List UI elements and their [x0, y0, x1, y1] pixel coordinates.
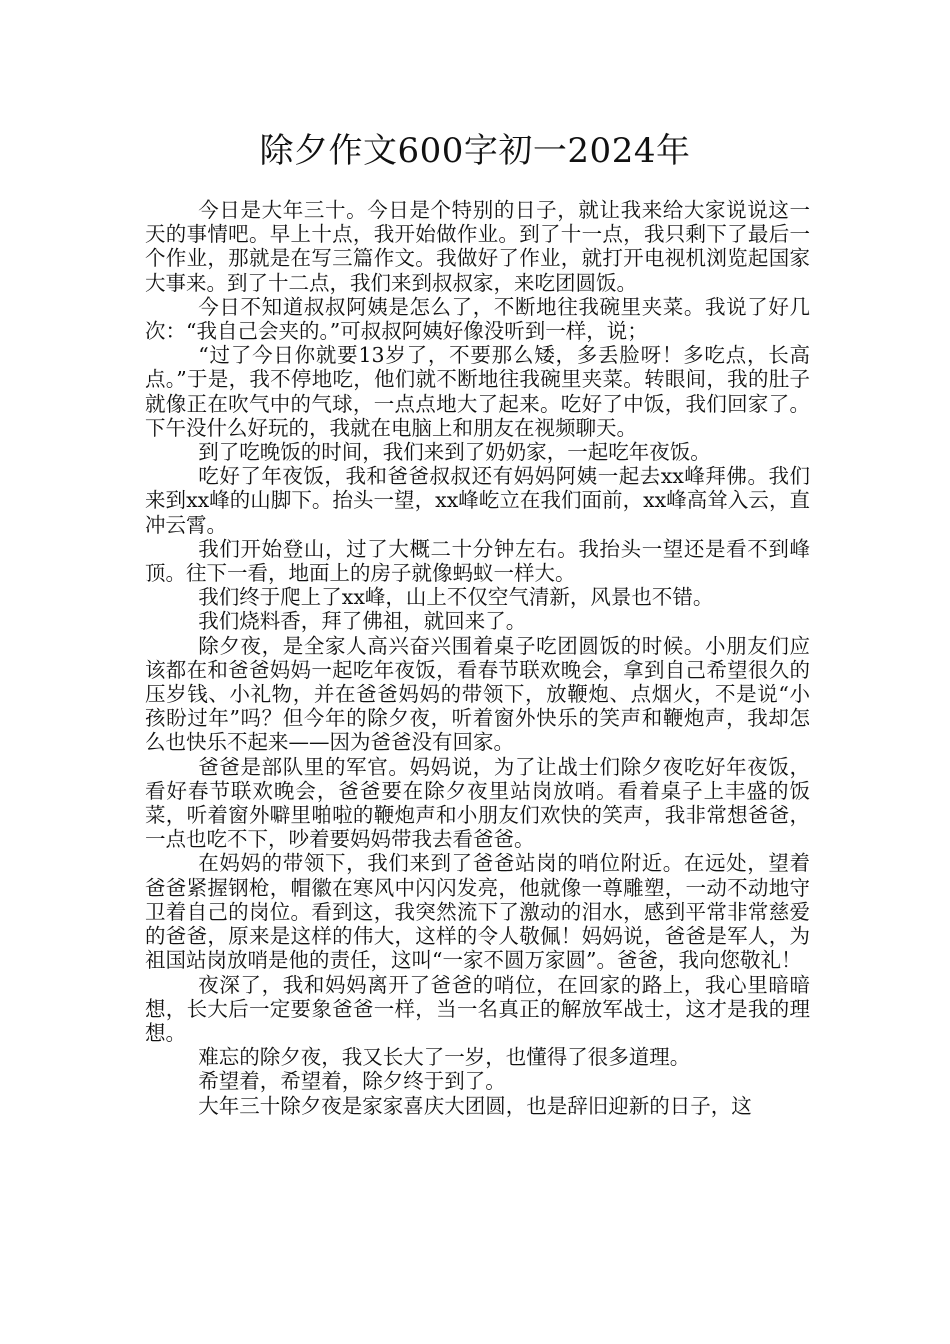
document-body: [145, 198, 810, 1118]
document-title: 除夕作文600字初一2024年: [259, 131, 691, 171]
paragraph: 吃好了年夜饭，我和爸爸叔叔还有妈妈阿姨一起去xx峰拜佛。我们来到xx峰的山脚下。抬头一望，xx峰屹立在我们面前，xx峰高耸入云，直冲云霄。: [145, 464, 810, 537]
paragraph: 我们终于爬上了xx峰，山上不仅空气清新，风景也不错。: [198, 585, 714, 610]
paragraph: 爸爸是部队里的军官。妈妈说，为了让战士们除夕夜吃好年夜饭，看好春节联欢晚会，爸爸要在除夕夜里站岗放哨。看着桌子上丰盛的饭菜，听着窗外噼里啪啦的鞭炮声和小朋友们欢快的笑声，我非常想爸爸，一点也吃不下，吵着要妈妈带我去看爸爸。: [145, 754, 810, 852]
paragraph: 希望着，希望着，除夕终于到了。: [198, 1069, 506, 1094]
paragraph: 我们烧料香，拜了佛祖，就回来了。: [198, 609, 527, 634]
paragraph: “过了今日你就要13岁了，不要那么矮，多丢脸呀！多吃点，长高点。”于是，我不停地吃，他们就不断地往我碗里夹菜。转眼间，我的肚子就像正在吹气中的气球，一点点地大了起来。吃好了中饭，我们回家了。下午没什么好玩的，我就在电脑上和朋友在视频聊天。: [145, 343, 810, 440]
paragraph: 我们开始登山，过了大概二十分钟左右。我抬头一望还是看不到峰顶。往下一看，地面上的房子就像蚂蚁一样大。: [145, 536, 810, 586]
paragraph: 难忘的除夕夜，我又长大了一岁，也懂得了很多道理。: [198, 1045, 691, 1070]
paragraph: 今日是大年三十。今日是个特别的日子，就让我来给大家说说这一天的事情吧。早上十点，我开始做作业。到了十一点，我只剩下了最后一个作业，那就是在写三篇作文。我做好了作业，就打开电视机浏览起国家大事来。到了十二点，我们来到叔叔家，来吃团圆饭。: [145, 198, 810, 295]
paragraph: 在妈妈的带领下，我们来到了爸爸站岗的哨位附近。在远处，望着爸爸紧握钢枪，帽徽在寒风中闪闪发亮，他就像一尊雕塑，一动不动地守卫着自己的岗位。看到这，我突然流下了激动的泪水，感到平常非常慈爱的爸爸，原来是这样的伟大，这样的令人敬佩！妈妈说，爸爸是军人，为祖国站岗放哨是他的责任，这叫“一家不圆万家圆”。爸爸，我向您敬礼！: [145, 851, 810, 973]
paragraph: 夜深了，我和妈妈离开了爸爸的哨位，在回家的路上，我心里暗暗想，长大后一定要象爸爸一样，当一名真正的解放军战士，这才是我的理想。: [145, 972, 810, 1045]
paragraph: 今日不知道叔叔阿姨是怎么了，不断地往我碗里夹菜。我说了好几次：“我自己会夹的。”可叔叔阿姨好像没听到一样，说；: [145, 294, 810, 344]
paragraph: 大年三十除夕夜是家家喜庆大团圆，也是辞旧迎新的日子，这: [198, 1093, 752, 1118]
paragraph: 除夕夜，是全家人高兴奋兴围着桌子吃团圆饭的时候。小朋友们应该都在和爸爸妈妈一起吃年夜饭，看春节联欢晚会，拿到自己希望很久的压岁钱、小礼物，并在爸爸妈妈的带领下，放鞭炮、点烟火，不是说“小孩盼过年”吗？但今年的除夕夜，听着窗外快乐的笑声和鞭炮声，我却怎么也快乐不起来——因为爸爸没有回家。: [145, 633, 810, 755]
paragraph: 到了吃晚饭的时间，我们来到了奶奶家，一起吃年夜饭。: [198, 440, 711, 465]
